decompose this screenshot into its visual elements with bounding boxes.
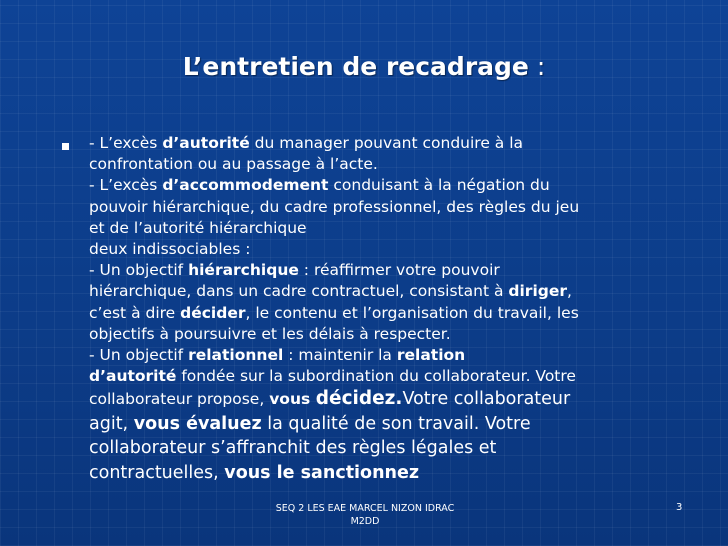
bold-run: relation bbox=[396, 346, 466, 365]
text-run: deux indissociables : bbox=[89, 240, 251, 259]
text-run: - L’excès bbox=[89, 176, 163, 195]
bold-run: hiérarchique bbox=[188, 261, 299, 280]
text-run: objectifs à poursuivre et les délais à respecter. bbox=[89, 324, 451, 343]
bold-run: d’autorité bbox=[89, 367, 177, 386]
bold-run: décidez. bbox=[315, 388, 403, 410]
text-run: - Un objectif bbox=[89, 346, 189, 365]
text-run: collaborateur s’affranchit des règles légales et bbox=[89, 438, 497, 459]
text-run: confrontation ou au passage à l’acte. bbox=[89, 155, 378, 174]
body-line bbox=[89, 324, 679, 345]
body-line bbox=[89, 133, 679, 154]
bold-run: d’accommodement bbox=[162, 176, 329, 195]
slide-title-text: L’entretien de recadrage bbox=[182, 52, 529, 81]
square-bullet-icon bbox=[62, 143, 69, 150]
text-run: - Un objectif bbox=[89, 261, 189, 280]
text-run: , bbox=[567, 282, 572, 301]
body-line bbox=[89, 239, 679, 260]
bold-run: vous évaluez bbox=[133, 413, 262, 434]
text-run: fondée sur la subordination du collaborateur. Votre bbox=[176, 367, 576, 386]
text-run: agit, bbox=[89, 413, 134, 434]
text-run: Votre collaborateur bbox=[402, 389, 571, 410]
body-line bbox=[89, 218, 679, 239]
slide-title bbox=[0, 52, 728, 81]
text-run: - L’excès bbox=[89, 134, 163, 152]
footer-line: SEQ 2 LES EAE MARCEL NIZON IDRAC bbox=[275, 503, 455, 514]
text-run: , le contenu et l’organisation du travail, les bbox=[245, 303, 579, 322]
body-line bbox=[89, 412, 679, 437]
text-run: conduisant à la négation du bbox=[328, 176, 550, 195]
body-line bbox=[89, 303, 679, 324]
text-run: c’est à dire bbox=[89, 303, 181, 322]
body-line bbox=[89, 366, 679, 387]
body-line bbox=[89, 260, 679, 281]
body-line bbox=[89, 461, 679, 486]
text-run: et de l’autorité hiérarchique bbox=[89, 218, 307, 237]
body-line bbox=[89, 387, 679, 412]
body-line bbox=[89, 197, 679, 218]
bold-run: d’autorité bbox=[162, 134, 250, 152]
bold-run: décider bbox=[180, 303, 246, 322]
text-run: hiérarchique, dans un cadre contractuel, consistant à bbox=[89, 282, 509, 301]
text-run: la qualité de son travail. Votre bbox=[261, 413, 531, 434]
page-number: 3 bbox=[676, 502, 683, 513]
body-line bbox=[89, 175, 679, 196]
bold-run: relationnel bbox=[188, 346, 284, 365]
bold-run: diriger bbox=[508, 282, 568, 301]
text-run: contractuelles, bbox=[89, 462, 225, 483]
slide-footer bbox=[250, 502, 480, 528]
body-line bbox=[89, 154, 679, 175]
body-line bbox=[89, 436, 679, 461]
footer-line: M2DD bbox=[350, 516, 380, 527]
slide-body bbox=[89, 133, 679, 485]
slide-title-colon: : bbox=[528, 52, 546, 81]
text-run: : maintenir la bbox=[283, 346, 397, 365]
bold-run: vous le sanctionnez bbox=[224, 462, 420, 483]
text-run: du manager pouvant conduire à la bbox=[249, 134, 524, 152]
text-run: pouvoir hiérarchique, du cadre professionnel, des règles du jeu bbox=[89, 197, 580, 216]
body-line bbox=[89, 281, 679, 302]
text-run: collaborateur propose, bbox=[89, 390, 270, 409]
text-run: : réaffirmer votre pouvoir bbox=[298, 261, 500, 280]
body-line bbox=[89, 345, 679, 366]
bold-run: vous bbox=[269, 390, 311, 409]
